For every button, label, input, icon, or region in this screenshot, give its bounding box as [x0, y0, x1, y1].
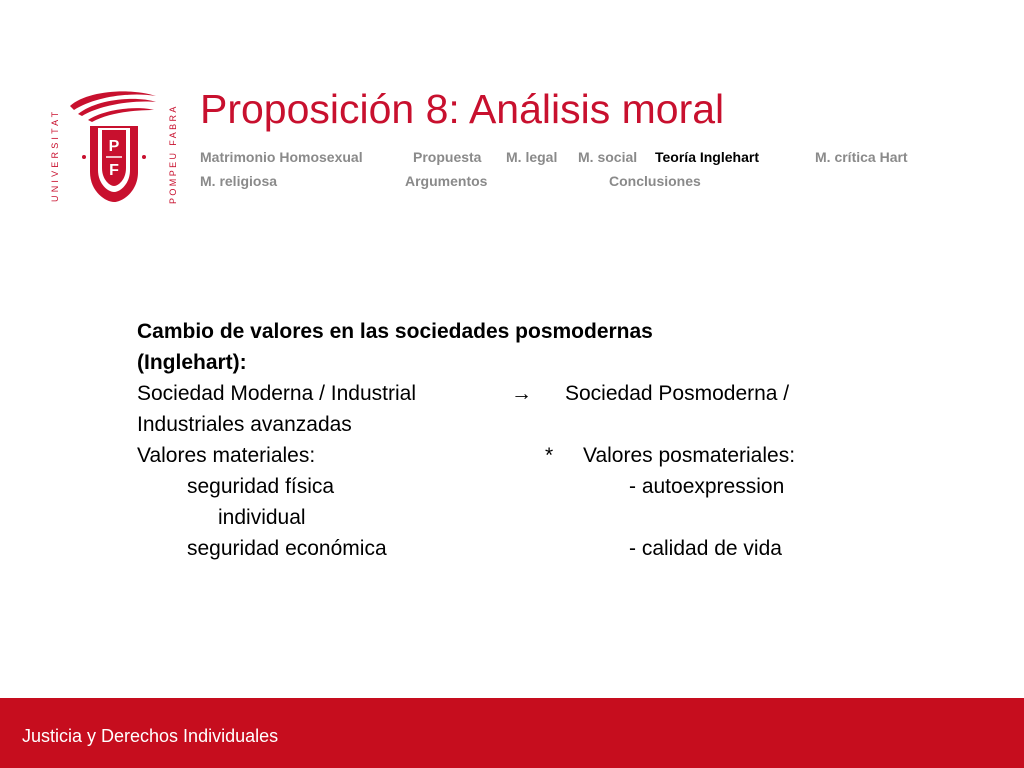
arrow-right-icon: →: [511, 382, 532, 405]
item-1-row: [137, 471, 897, 502]
logo-swoosh-icon: [70, 91, 156, 122]
footer-text: Justicia y Derechos Individuales: [22, 726, 279, 746]
nav-item-m-legal[interactable]: M. legal: [506, 149, 558, 165]
nav-item-m-critica-hart[interactable]: M. crítica Hart: [815, 149, 908, 165]
society-right: Sociedad Posmoderna /: [565, 382, 790, 405]
content-heading-line-1: Cambio de valores en las sociedades posmodernas: [137, 320, 653, 343]
item-2-row: [137, 533, 897, 564]
bullet-icon: *: [545, 444, 554, 467]
logo-right-text: POMPEU FABRA: [168, 104, 178, 204]
content-heading-line-2: (Inglehart):: [137, 351, 247, 374]
item-1-right: - autoexpression: [629, 475, 785, 498]
university-logo: [44, 84, 184, 212]
item-2-left: seguridad económica: [187, 537, 387, 560]
footer-bar: [0, 698, 1024, 768]
page-title: Proposición 8: Análisis moral: [200, 86, 725, 132]
nav-item-m-social[interactable]: M. social: [578, 149, 638, 165]
values-row: [137, 440, 897, 471]
nav-item-argumentos[interactable]: Argumentos: [405, 173, 488, 189]
item-1-left: seguridad física: [187, 475, 335, 498]
nav-item-m-religiosa[interactable]: M. religiosa: [200, 173, 278, 189]
values-right: Valores posmateriales:: [583, 444, 796, 467]
society-left: Sociedad Moderna / Industrial: [137, 382, 416, 405]
item-1-continuation: [137, 502, 897, 533]
logo-left-text: UNIVERSITAT: [50, 108, 60, 202]
nav-item-conclusiones[interactable]: Conclusiones: [609, 173, 701, 189]
values-left: Valores materiales:: [137, 444, 316, 467]
item-2-right: - calidad de vida: [629, 537, 782, 560]
upf-logo-icon: [44, 84, 184, 212]
society-continuation: Industriales avanzadas: [137, 413, 352, 436]
nav-item-propuesta[interactable]: Propuesta: [413, 149, 482, 165]
nav-item-matrimonio-homosexual[interactable]: Matrimonio Homosexual: [200, 149, 363, 165]
nav-item-teoria-inglehart[interactable]: Teoría Inglehart: [655, 149, 759, 165]
logo-monogram-bottom: F: [109, 162, 119, 179]
main-content: [137, 316, 897, 564]
item-1-cont: individual: [218, 506, 306, 529]
society-row: [137, 378, 897, 409]
logo-monogram-top: P: [108, 138, 120, 155]
